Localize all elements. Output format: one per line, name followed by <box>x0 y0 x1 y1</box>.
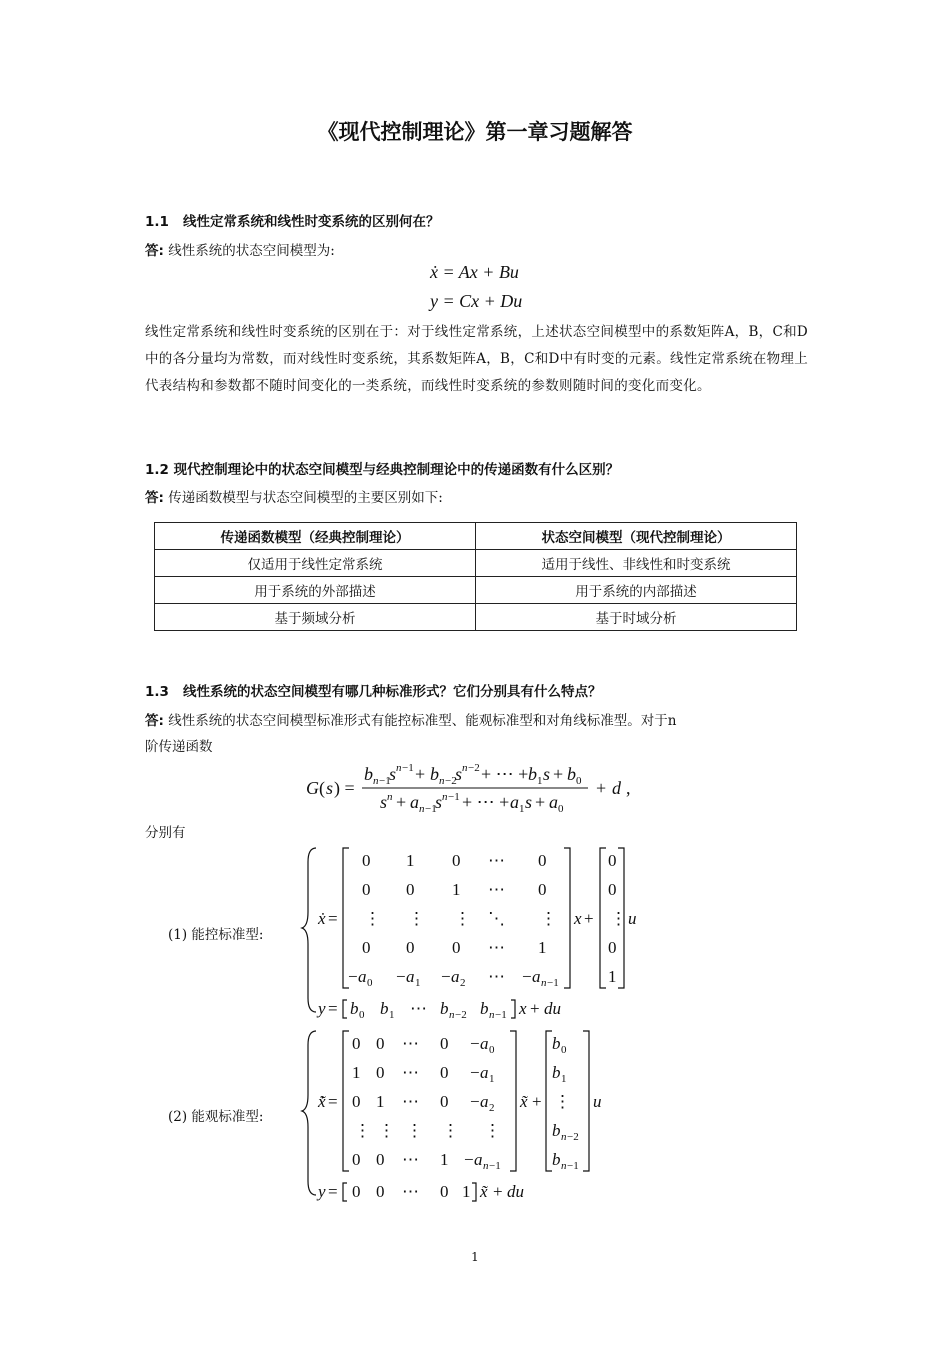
svg-text:1: 1 <box>561 1073 567 1085</box>
svg-text:−: − <box>470 1034 480 1053</box>
svg-text:b: b <box>567 764 576 784</box>
svg-text:0: 0 <box>362 938 371 957</box>
svg-text:b: b <box>430 764 439 784</box>
respectively-text: 分别有 <box>145 825 186 841</box>
svg-text:b: b <box>528 764 537 784</box>
svg-text:+: + <box>530 999 540 1018</box>
answer-1-3-intro <box>145 708 676 734</box>
svg-text:0: 0 <box>352 1182 361 1201</box>
table-header: 状态空间模型（现代控制理论） <box>476 523 797 550</box>
svg-text:−2: −2 <box>468 762 480 774</box>
svg-text:0: 0 <box>376 1182 385 1201</box>
answer-intro: 传递函数模型与状态空间模型的主要区别如下: <box>168 490 443 506</box>
svg-text:2: 2 <box>489 1102 495 1114</box>
question-number: 1.3 <box>145 684 169 700</box>
svg-text:=: = <box>328 909 338 928</box>
svg-text:s: s <box>455 764 463 784</box>
svg-text:+: + <box>596 778 607 798</box>
svg-text:d: d <box>612 778 621 798</box>
page-title: 《现代控制理论》第一章习题解答 <box>317 120 633 144</box>
table-row <box>155 604 797 631</box>
table-cell: 用于系统的内部描述 <box>476 577 797 604</box>
svg-text:G: G <box>306 778 319 798</box>
table-header-row <box>155 523 797 550</box>
svg-text:0: 0 <box>440 1034 449 1053</box>
question-number: 1.1 <box>145 214 169 230</box>
svg-text:a: a <box>358 967 367 986</box>
svg-text:−: − <box>470 1063 480 1082</box>
table-cell: 仅适用于线性定常系统 <box>155 550 476 577</box>
svg-text:−1: −1 <box>489 1160 501 1172</box>
svg-text:n: n <box>483 1160 489 1172</box>
svg-text:+: + <box>415 764 426 784</box>
svg-text:0: 0 <box>376 1150 385 1169</box>
svg-text:0: 0 <box>362 880 371 899</box>
svg-text:ẋ: ẋ <box>318 909 326 928</box>
svg-text:0: 0 <box>538 880 547 899</box>
svg-text:−2: −2 <box>567 1131 579 1143</box>
svg-text:1: 1 <box>389 1009 395 1021</box>
page-number: 1 <box>471 1250 479 1264</box>
svg-text:(: ( <box>319 778 325 798</box>
svg-text:1: 1 <box>376 1092 385 1111</box>
svg-text:u: u <box>628 909 637 928</box>
svg-text:+ ⋯ +: + ⋯ + <box>462 792 510 812</box>
svg-text:b: b <box>380 999 389 1018</box>
svg-text:−1: −1 <box>547 977 559 989</box>
svg-text:b: b <box>364 764 373 784</box>
svg-text:y: y <box>318 999 326 1018</box>
answer-label: 答: <box>145 490 164 506</box>
svg-text:0: 0 <box>406 880 415 899</box>
svg-text:−1: −1 <box>448 791 460 803</box>
svg-text:+ ⋯ +: + ⋯ + <box>481 764 529 784</box>
table-cell: 适用于线性、非线性和时变系统 <box>476 550 797 577</box>
svg-text:n: n <box>396 762 402 774</box>
svg-text:0: 0 <box>489 1044 495 1056</box>
svg-text:⋮: ⋮ <box>484 1121 501 1140</box>
svg-text:1: 1 <box>352 1063 361 1082</box>
svg-text:n: n <box>489 1009 495 1021</box>
svg-text:x̃: x̃ <box>520 1092 528 1111</box>
svg-text:−: − <box>470 1092 480 1111</box>
svg-text:b: b <box>552 1150 561 1169</box>
svg-text:⋮: ⋮ <box>554 1092 571 1111</box>
svg-text:n: n <box>442 791 448 803</box>
table-row <box>155 550 797 577</box>
svg-text:⋮: ⋮ <box>442 1121 459 1140</box>
svg-text:⋯: ⋯ <box>488 880 505 899</box>
svg-text:⋯: ⋯ <box>402 1063 419 1082</box>
svg-text:+: + <box>535 792 546 812</box>
svg-text:0: 0 <box>367 977 373 989</box>
svg-text:+: + <box>532 1092 542 1111</box>
transfer-function-formula <box>300 758 660 818</box>
svg-text:0: 0 <box>561 1044 567 1056</box>
svg-text:0: 0 <box>362 851 371 870</box>
svg-text:=: = <box>328 999 338 1018</box>
svg-text:a: a <box>549 792 558 812</box>
svg-text:⋮: ⋮ <box>364 909 381 928</box>
svg-text:⋮: ⋮ <box>378 1121 395 1140</box>
svg-text:⋮: ⋮ <box>408 909 425 928</box>
svg-text:1: 1 <box>452 880 461 899</box>
svg-text:1: 1 <box>537 775 543 787</box>
svg-text:n: n <box>373 775 379 787</box>
svg-text:n: n <box>462 762 468 774</box>
question-text: 现代控制理论中的状态空间模型与经典控制理论中的传递函数有什么区别？ <box>173 462 620 478</box>
svg-text:0: 0 <box>440 1063 449 1082</box>
svg-text:⋯: ⋯ <box>488 967 505 986</box>
svg-text:⋯: ⋯ <box>402 1182 419 1201</box>
svg-text:0: 0 <box>558 803 564 815</box>
svg-text:⋯: ⋯ <box>410 999 427 1018</box>
svg-text:1: 1 <box>519 803 525 815</box>
svg-text:0: 0 <box>352 1034 361 1053</box>
svg-text:0: 0 <box>452 851 461 870</box>
question-1-3-heading <box>145 680 602 700</box>
svg-text:−2: −2 <box>445 775 457 787</box>
answer-1-2-intro <box>145 485 443 511</box>
svg-text:s: s <box>326 778 334 798</box>
state-equation-text: ẋ = Ax + Bu <box>430 262 519 282</box>
svg-text:1: 1 <box>462 1182 471 1201</box>
svg-text:s: s <box>389 764 397 784</box>
svg-text:⋮: ⋮ <box>540 909 557 928</box>
svg-text:0: 0 <box>440 1182 449 1201</box>
svg-text:−1: −1 <box>425 803 437 815</box>
svg-text:−: − <box>464 1150 474 1169</box>
answer-label: 答: <box>145 713 164 729</box>
table-cell: 用于系统的外部描述 <box>155 577 476 604</box>
question-1-2-heading <box>145 458 619 478</box>
svg-text:x̃: x̃ <box>480 1182 488 1201</box>
svg-text:0: 0 <box>406 938 415 957</box>
svg-text:0: 0 <box>376 1063 385 1082</box>
svg-text:0: 0 <box>576 775 582 787</box>
svg-text:du: du <box>507 1182 524 1201</box>
svg-text:du: du <box>544 999 561 1018</box>
svg-text:1: 1 <box>608 967 617 986</box>
svg-text:0: 0 <box>352 1092 361 1111</box>
svg-text:+: + <box>493 1182 503 1201</box>
svg-text:s: s <box>435 792 443 812</box>
svg-text:⋮: ⋮ <box>406 1121 423 1140</box>
output-equation <box>430 291 522 312</box>
svg-text:b: b <box>552 1063 561 1082</box>
svg-text:0: 0 <box>608 938 617 957</box>
question-number: 1.2 <box>145 462 169 478</box>
svg-text:⋱: ⋱ <box>488 909 505 928</box>
svg-text:⋯: ⋯ <box>488 851 505 870</box>
svg-text:n: n <box>439 775 445 787</box>
svg-text:−: − <box>522 967 532 986</box>
svg-text:0: 0 <box>452 938 461 957</box>
svg-text:⋮: ⋮ <box>610 909 627 928</box>
table-header: 传递函数模型（经典控制理论） <box>155 523 476 550</box>
state-equation <box>430 262 519 283</box>
svg-text:0: 0 <box>352 1150 361 1169</box>
svg-text:⋯: ⋯ <box>402 1150 419 1169</box>
svg-text:a: a <box>451 967 460 986</box>
svg-text:x: x <box>519 999 527 1018</box>
svg-text:⋮: ⋮ <box>454 909 471 928</box>
svg-text:a: a <box>510 792 519 812</box>
question-1-1-heading <box>145 210 440 230</box>
svg-text:+: + <box>396 792 407 812</box>
svg-text:,: , <box>626 778 631 798</box>
table-cell: 基于频域分析 <box>155 604 476 631</box>
svg-text:+: + <box>584 909 594 928</box>
question-text: 线性定常系统和线性时变系统的区别何在？ <box>183 214 440 230</box>
svg-text:0: 0 <box>376 1034 385 1053</box>
svg-text:⋯: ⋯ <box>488 938 505 957</box>
answer-1-1-intro <box>145 238 335 264</box>
comparison-table <box>154 522 797 631</box>
form1-label: (1) 能控标准型: <box>168 927 264 943</box>
svg-text:u: u <box>593 1092 602 1111</box>
answer-1-3-intro-cont: 阶传递函数 <box>145 739 213 755</box>
svg-text:a: a <box>410 792 419 812</box>
svg-text:a: a <box>480 1034 489 1053</box>
svg-text:b: b <box>440 999 449 1018</box>
svg-text:a: a <box>406 967 415 986</box>
svg-text:0: 0 <box>359 1009 365 1021</box>
svg-text:n: n <box>541 977 547 989</box>
svg-text:a: a <box>532 967 541 986</box>
observable-canonical-form <box>300 1025 640 1205</box>
svg-text:−: − <box>348 967 358 986</box>
svg-text:−1: −1 <box>495 1009 507 1021</box>
answer-label: 答: <box>145 243 164 259</box>
controllable-canonical-form <box>300 842 660 1022</box>
svg-text:x̃̇: x̃̇ <box>318 1092 326 1111</box>
svg-text:−1: −1 <box>567 1160 579 1172</box>
svg-text:n: n <box>387 791 393 803</box>
svg-text:x: x <box>574 909 582 928</box>
svg-text:⋯: ⋯ <box>402 1092 419 1111</box>
answer-intro: 线性系统的状态空间模型为: <box>168 243 335 259</box>
svg-text:1: 1 <box>489 1073 495 1085</box>
svg-text:2: 2 <box>460 977 466 989</box>
form2-label: (2) 能观标准型: <box>168 1109 264 1125</box>
svg-text:−1: −1 <box>379 775 391 787</box>
svg-text:b: b <box>350 999 359 1018</box>
svg-text:−: − <box>396 967 406 986</box>
svg-text:=: = <box>328 1092 338 1111</box>
svg-text:b: b <box>552 1121 561 1140</box>
svg-text:n: n <box>449 1009 455 1021</box>
svg-text:=: = <box>328 1182 338 1201</box>
table-row <box>155 577 797 604</box>
svg-text:−1: −1 <box>402 762 414 774</box>
svg-text:a: a <box>474 1150 483 1169</box>
svg-text:0: 0 <box>440 1092 449 1111</box>
svg-text:1: 1 <box>440 1150 449 1169</box>
svg-text:−: − <box>441 967 451 986</box>
svg-text:0: 0 <box>538 851 547 870</box>
svg-text:y: y <box>318 1182 326 1201</box>
svg-text:+: + <box>553 764 564 784</box>
svg-text:−2: −2 <box>455 1009 467 1021</box>
svg-text:s: s <box>543 764 551 784</box>
svg-text:⋮: ⋮ <box>354 1121 371 1140</box>
svg-text:1: 1 <box>406 851 415 870</box>
svg-text:⋯: ⋯ <box>402 1034 419 1053</box>
answer-1-1-paragraph: 线性定常系统和线性时变系统的区别在于：对于线性定常系统，上述状态空间模型中的系数矩阵A，B，C和D中的各分量均为常数，而对线性时变系统，其系数矩阵A，B，C和D中有时变的元素。线性定常系统在物理上代表结构和参数都不随时间变化的一类系统，而线性时变系统的参数则随时间的变化而变化。 <box>145 324 809 394</box>
svg-text:a: a <box>480 1063 489 1082</box>
svg-text:a: a <box>480 1092 489 1111</box>
table-cell: 基于时域分析 <box>476 604 797 631</box>
svg-text:0: 0 <box>608 880 617 899</box>
svg-text:0: 0 <box>608 851 617 870</box>
svg-text:b: b <box>480 999 489 1018</box>
svg-text:) =: ) = <box>334 778 355 798</box>
svg-text:1: 1 <box>538 938 547 957</box>
svg-text:s: s <box>525 792 533 812</box>
svg-text:b: b <box>552 1034 561 1053</box>
answer-intro: 线性系统的状态空间模型标准形式有能控标准型、能观标准型和对角线标准型。对于n <box>168 713 677 729</box>
question-text: 线性系统的状态空间模型有哪几种标准形式？它们分别具有什么特点？ <box>183 684 602 700</box>
svg-text:1: 1 <box>415 977 421 989</box>
svg-text:n: n <box>419 803 425 815</box>
output-equation-text: y = Cx + Du <box>430 291 523 311</box>
svg-text:n: n <box>561 1160 567 1172</box>
svg-text:s: s <box>380 792 388 812</box>
svg-text:n: n <box>561 1131 567 1143</box>
